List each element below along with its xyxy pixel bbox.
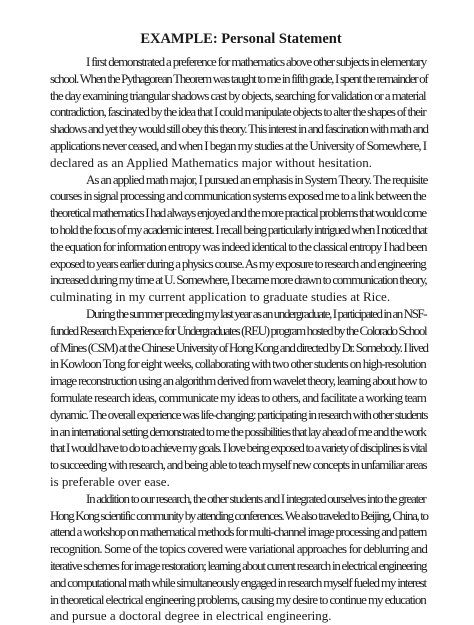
- text-line: Hong Kong scientific community by attending conferences. We also traveled to Beijing, China, to: [50, 507, 428, 523]
- text-line: and computational math while simultaneously engaged in research myself fueled my interest: [50, 574, 426, 590]
- text-line: dynamic. The overall experience was life-changing: participating in research with other students: [50, 406, 428, 422]
- paragraph: [50, 306, 426, 491]
- text-line: I first demonstrated a preference for mathematics above other subjects in elementary: [86, 54, 427, 69]
- document-body: [50, 54, 426, 625]
- paragraph: [50, 54, 426, 172]
- text-line: declared as an Applied Mathematics major without hesitation.: [50, 154, 373, 170]
- text-line: in an international setting demonstrated to me the possibilities that lay ahead of me and the work: [50, 423, 426, 439]
- text-line: iterative schemes for image restoration; learning about current research in electrical engineering: [50, 557, 427, 573]
- text-line: funded Research Experience for Undergraduates (REU) program hosted by the Colorado School: [50, 322, 427, 338]
- text-line: to hold the focus of my academic interest. I recall being particularly intrigued when I noticed that: [50, 221, 427, 237]
- text-line: formulate research ideas, communicate my ideas to others, and facilitate a working team: [50, 389, 426, 405]
- text-line: attend a workshop on mathematical methods for multi-channel image processing and pattern: [50, 524, 427, 540]
- text-line: and pursue a doctoral degree in electrical engineering.: [50, 608, 332, 624]
- text-line: theoretical mathematics I had always enjoyed and the more practical problems that would come: [50, 205, 426, 221]
- text-line: During the summer preceding my last year as an undergraduate, I participated in an NSF-: [86, 305, 427, 321]
- document-title: EXAMPLE: Personal Statement: [140, 31, 342, 47]
- text-line: the equation for information entropy was indeed identical to the classical entropy I had been: [50, 238, 427, 254]
- text-line: culminating in my current application to graduate studies at Rice.: [50, 289, 391, 305]
- text-line: courses in signal processing and communication systems exposed me to a link between the: [50, 188, 426, 204]
- text-line: In addition to our research, the other students and I integrated ourselves into the greater: [86, 490, 426, 506]
- text-line: As an applied math major, I pursued an emphasis in System Theory. The requisite: [86, 171, 428, 187]
- text-line: that I would have to do to achieve my goals. I love being exposed to a variety of disciplines is vital: [50, 440, 427, 456]
- text-line: increased during my time at U. Somewhere, I became more drawn to communication theory,: [50, 272, 427, 288]
- text-line: contradiction, fascinated by the idea that I could manipulate objects to alter the shapes of their: [50, 104, 426, 120]
- text-line: of Mines (CSM) at the Chinese University of Hong Kong and directed by Dr. Somebody. I lived: [50, 339, 428, 355]
- text-line: exposed to years earlier during a physics course. As my exposure to research and engineering: [50, 255, 426, 271]
- text-line: in theoretical electrical engineering problems, causing my desire to continue my education: [50, 591, 426, 607]
- text-line: shadows and yet they would still obey this theory. This interest in and fascination with math and: [50, 121, 428, 137]
- text-line: the day examining triangular shadows cast by objects, searching for validation or a material: [50, 87, 426, 103]
- text-line: is preferable over ease.: [50, 473, 170, 489]
- text-line: school. When the Pythagorean Theorem was taught to me in fifth grade, I spent the remainder of: [50, 70, 428, 86]
- paragraph: [50, 172, 426, 306]
- text-line: applications never ceased, and when I began my studies at the University of Somewhere, I: [50, 137, 427, 153]
- text-line: in Kowloon Tong for eight weeks, collaborating with two other students on high-resolution: [50, 356, 426, 372]
- text-line: image reconstruction using an algorithm derived from wavelet theory, learning about how to: [50, 373, 427, 389]
- text-line: to succeeding with research, and being able to teach myself new concepts in unfamiliar areas: [50, 457, 427, 473]
- text-line: recognition. Some of the topics covered were variational approaches for deblurring and: [50, 541, 428, 557]
- paragraph: [50, 491, 426, 625]
